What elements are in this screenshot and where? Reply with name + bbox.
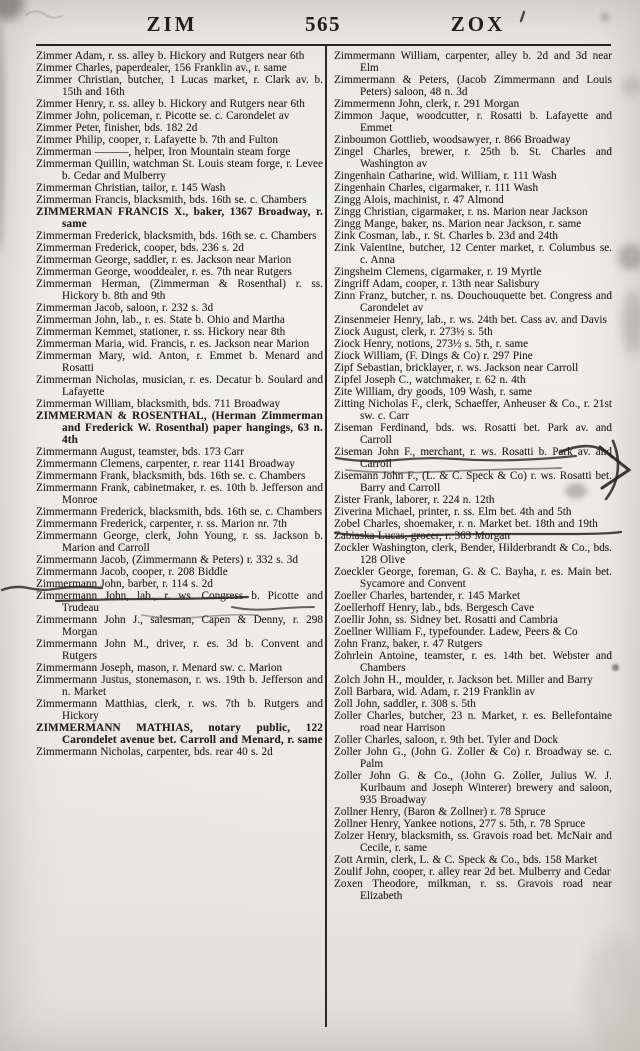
directory-entry: Zoxen Theodore, milkman, r. ss. Gravois road near Elizabeth (334, 878, 612, 902)
scan-blotch (622, 76, 640, 96)
directory-entry: Zimmerman George, wooddealer, r. es. 7th near Rutgers (36, 266, 292, 278)
directory-entry: Zimmerman George, saddler, r. es. Jackson near Marion (36, 254, 292, 266)
directory-entry: Zimmerman Herman, (Zimmerman & Rosenthal) r. ss. Hickory b. 8th and 9th (36, 278, 323, 302)
scan-blotch (600, 12, 610, 22)
directory-entry: ZIMMERMAN FRANCIS X., baker, 1367 Broadway, r. same (36, 206, 323, 230)
directory-entry: Zoller Charles, butcher, 23 n. Market, r. es. Bellefontaine road near Harrison (334, 710, 612, 734)
scan-blotch (0, 0, 24, 20)
directory-entry: Zobel Charles, shoemaker, r. n. Market bet. 18th and 19th (334, 518, 598, 530)
directory-entry: Ziseman John F., merchant, r. ws. Rosatti b. Park av. and Carroll (334, 446, 612, 470)
directory-entry: Zoeller Charles, bartender, r. 145 Market (334, 590, 521, 602)
directory-entry: Zimmerman Frederick, blacksmith, bds. 16th se. c. Chambers (36, 230, 317, 242)
right-column (334, 50, 612, 902)
directory-entry: Zimmermann George, clerk, John Young, r. ss. Jackson b. Marion and Carroll (36, 530, 323, 554)
directory-entry: Zimmermann John J., salesman, Capen & Denny, r. 298 Morgan (36, 614, 323, 638)
header-right-abbrev: ZOX (450, 12, 506, 36)
directory-entry: Zimmermann Nicholas, carpenter, bds. rear 40 s. 2d (36, 746, 273, 758)
directory-entry: Zoll John, saddler, r. 308 s. 5th (334, 698, 476, 710)
directory-entry: Zingenhain Catharine, wid. William, r. 111 Wash (334, 170, 557, 182)
directory-entry: Zingel Charles, brewer, r. 25th b. St. Charles and Washington av (334, 146, 612, 170)
directory-entry: Zisemann John F., (L. & C. Speck & Co) r. ws. Rosatti bet. Barry and Carroll (334, 470, 612, 494)
directory-entry: Zimmerman Nicholas, musician, r. es. Decatur b. Soulard and Lafayette (36, 374, 323, 398)
directory-entry: Zimmerman ———, helper, Iron Mountain steam forge (36, 146, 291, 158)
page-number: 565 (305, 12, 341, 36)
directory-entry: Zipfel Joseph C., watchmaker, r. 62 n. 4th (334, 374, 526, 386)
directory-entry: ZIMMERMAN & ROSENTHAL, (Herman Zimmerman and Frederick W. Rosenthal) paper hangings, 63 n. 4th (36, 410, 323, 446)
directory-entry: Zimmerman Quillin, watchman St. Louis steam forge, r. Levee b. Cedar and Mulberry (36, 158, 323, 182)
directory-entry: Zimmer Charles, paperdealer, 156 Franklin av., r. same (36, 62, 287, 74)
header-rule (36, 44, 611, 46)
directory-entry: Zoller Charles, saloon, r. 9th bet. Tyler and Dock (334, 734, 558, 746)
directory-entry: Zimmermann Frank, cabinetmaker, r. es. 10th b. Jefferson and Monroe (36, 482, 323, 506)
directory-entry: Zingg Alois, machinist, r. 47 Almond (334, 194, 504, 206)
directory-entry: Zoller John G., (John G. Zoller & Co) r. Broadway se. c. Palm (334, 746, 612, 770)
directory-entry: Zinsenmeier Henry, lab., r. ws. 24th bet. Cass av. and Davis (334, 314, 607, 326)
directory-entry: Zimmermann Frederick, blacksmith, bds. 16th se. c. Chambers (36, 506, 323, 518)
ink-stray-mark (521, 12, 524, 21)
directory-entry: Zimmerman Maria, wid. Francis, r. es. Jackson near Marion (36, 338, 310, 350)
directory-entry: Zite William, dry goods, 109 Wash, r. same (334, 386, 533, 398)
directory-entry: Zoellerhoff Henry, lab., bds. Bergesch Cave (334, 602, 535, 614)
scan-blotch (0, 18, 5, 253)
directory-entry: Ziverina Michael, printer, r. ss. Elm bet. 4th and 5th (334, 506, 572, 518)
directory-entry: Zimmermann John, lab., r. ws. Congress b. Picotte and Trudeau (36, 590, 323, 614)
directory-entry: Zolzer Henry, blacksmith, ss. Gravois road bet. McNair and Cecile, r. same (334, 830, 612, 854)
directory-entry: Zister Frank, laborer, r. 224 n. 12th (334, 494, 495, 506)
directory-entry: Zingriff Adam, cooper, r. 13th near Salisbury (334, 278, 540, 290)
directory-entry: Zinn Franz, butcher, r. ns. Douchouquette bet. Congress and Carondelet av (334, 290, 612, 314)
directory-entry: Ziock Henry, notions, 273½ s. 5th, r. same (334, 338, 529, 350)
directory-entry: Zimmer Adam, r. ss. alley b. Hickory and Rutgers near 6th (36, 50, 305, 62)
directory-entry: Zimmermann Joseph, mason, r. Menard sw. c. Marion (36, 662, 283, 674)
directory-entry: Zimmermenn John, clerk, r. 291 Morgan (334, 98, 520, 110)
directory-entry: Zimmerman Jacob, saloon, r. 232 s. 3d (36, 302, 214, 314)
column-divider (325, 45, 327, 1027)
directory-entry: Zimmermann John M., driver, r. es. 3d b. Convent and Rutgers (36, 638, 323, 662)
directory-entry: Zimmerman Mary, wid. Anton, r. Emmet b. Menard and Rosatti (36, 350, 323, 374)
directory-entry: Zoll Barbara, wid. Adam, r. 219 Franklin av (334, 686, 536, 698)
directory-entry: Zimmerman John, lab., r. es. State b. Ohio and Martha (36, 314, 285, 326)
directory-entry: Zitting Nicholas F., clerk, Schaeffer, Anheuser & Co., r. 21st sw. c. Carr (334, 398, 612, 422)
directory-entry: Zimmermann August, teamster, bds. 173 Carr (36, 446, 244, 458)
directory-entry: Zimmermann John, barber, r. 114 s. 2d (36, 578, 213, 590)
directory-entry: Ziock August, clerk, r. 273½ s. 5th (334, 326, 493, 338)
scan-blotch (585, 935, 640, 1051)
directory-entry: Zimmer John, policeman, r. Picotte se. c. Carondelet av (36, 110, 290, 122)
directory-entry: Zimmerman Christian, tailor, r. 145 Wash (36, 182, 226, 194)
directory-entry: Zimmermann Frederick, carpenter, r. ss. Marion nr. 7th (36, 518, 287, 530)
directory-entry: Zimmerman Frederick, cooper, bds. 236 s. 2d (36, 242, 244, 254)
directory-entry: Zimmer Philip, cooper, r. Lafayette b. 7th and Fulton (36, 134, 278, 146)
directory-entry: Zoulif John, cooper, r. alley rear 2d bet. Mulberry and Cedar (334, 866, 611, 878)
directory-entry: Zimmermann Matthias, clerk, r. ws. 7th b. Rutgers and Hickory (36, 698, 323, 722)
directory-entry: Ziseman Ferdinand, bds. ws. Rosatti bet. Park av. and Carroll (334, 422, 612, 446)
header-left-abbrev: ZIM (146, 12, 198, 36)
directory-entry: Zoellner William F., typefounder. Ladew, Peers & Co (334, 626, 578, 638)
scan-blotch (612, 664, 619, 671)
directory-entry: Zimmerman William, blacksmith, bds. 711 Broadway (36, 398, 281, 410)
scan-blotch (622, 290, 640, 354)
directory-entry: Zimmer Peter, finisher, bds. 182 2d (36, 122, 198, 134)
directory-entry: Zimmerman Francis, blacksmith, bds. 16th se. c. Chambers (36, 194, 307, 206)
directory-entry: Zott Armin, clerk, L. & C. Speck & Co., bds. 158 Market (334, 854, 598, 866)
directory-entry: Zingsheim Clemens, cigarmaker, r. 19 Myrtle (334, 266, 542, 278)
directory-entry: Zimmermann Jacob, (Zimmermann & Peters) r. 332 s. 3d (36, 554, 298, 566)
directory-entry: Zimmermann & Peters, (Jacob Zimmermann and Louis Peters) saloon, 48 n. 3d (334, 74, 612, 98)
directory-entry: Zohrlein Antoine, teamster, r. es. 14th bet. Webster and Chambers (334, 650, 612, 674)
directory-entry: Zimmermann Frank, blacksmith, bds. 16th se. c. Chambers (36, 470, 306, 482)
directory-entry: Zabiaska Lucas, grocer, r. 363 Morgan (334, 530, 510, 542)
directory-entry: Zimmon Jaque, woodcutter, r. Rosatti b. Lafayette and Emmet (334, 110, 612, 134)
directory-entry: Zimmer Henry, r. ss. alley b. Hickory and Rutgers near 6th (36, 98, 305, 110)
directory-entry: Zingg Mange, baker, ns. Marion near Jackson, r. same (334, 218, 582, 230)
directory-entry: Zoellir John, ss. Sidney bet. Rosatti and Cambria (334, 614, 558, 626)
directory-entry: Zimmermann Clemens, carpenter, r. rear 1141 Broadway (36, 458, 295, 470)
directory-entry: Zink Cosman, lab., r. St. Charles b. 23d and 24th (334, 230, 558, 242)
directory-entry: Zingg Christian, cigarmaker, r. ns. Marion near Jackson (334, 206, 588, 218)
directory-entry: Zimmermann Jacob, cooper, r. 208 Biddle (36, 566, 228, 578)
directory-entry: Zimmerman Kemmet, stationer, r. ss. Hickory near 8th (36, 326, 286, 338)
directory-entry: Zollner Henry, Yankee notions, 277 s. 5th, r. 78 Spruce (334, 818, 586, 830)
pencil-squiggle (26, 11, 62, 17)
directory-entry: Zockler Washington, clerk, Bender, Hilderbrandt & Co., bds. 128 Olive (334, 542, 612, 566)
directory-entry: Zollner Henry, (Baron & Zollner) r. 78 Spruce (334, 806, 546, 818)
directory-entry: Zoeckler George, foreman, G. & C. Bayha, r. es. Main bet. Sycamore and Convent (334, 566, 612, 590)
directory-entry: Zimmer Christian, butcher, 1 Lucas market, r. Clark av. b. 15th and 16th (36, 74, 323, 98)
directory-entry: Zipf Sebastian, bricklayer, r. ws. Jackson near Carroll (334, 362, 579, 374)
directory-entry: Zinboumon Gottlieb, woodsawyer, r. 866 Broadway (334, 134, 571, 146)
directory-entry: ZIMMERMANN MATHIAS, notary public, 122 Carondelet avenue bet. Carroll and Menard, r. same (36, 722, 323, 746)
directory-entry: Zimmermann Justus, stonemason, r. ws. 19th b. Jefferson and n. Market (36, 674, 323, 698)
scan-blotch (618, 244, 640, 270)
directory-entry: Zimmermann William, carpenter, alley b. 2d and 3d near Elm (334, 50, 612, 74)
directory-entry: Ziock William, (F. Dings & Co) r. 297 Pine (334, 350, 533, 362)
directory-entry: Zingenhain Charles, cigarmaker, r. 111 Wash (334, 182, 539, 194)
directory-entry: Zohn Franz, baker, r. 47 Rutgers (334, 638, 483, 650)
directory-entry: Zoller John G. & Co., (John G. Zoller, Julius W. J. Kurlbaum and Joseph Winterer) brewery and saloon, 935 Broadway (334, 770, 612, 806)
directory-entry: Zink Valentine, butcher, 12 Center market, r. Columbus se. c. Anna (334, 242, 612, 266)
directory-entry: Zolch John H., moulder, r. Jackson bet. Miller and Barry (334, 674, 593, 686)
left-column (36, 50, 323, 758)
